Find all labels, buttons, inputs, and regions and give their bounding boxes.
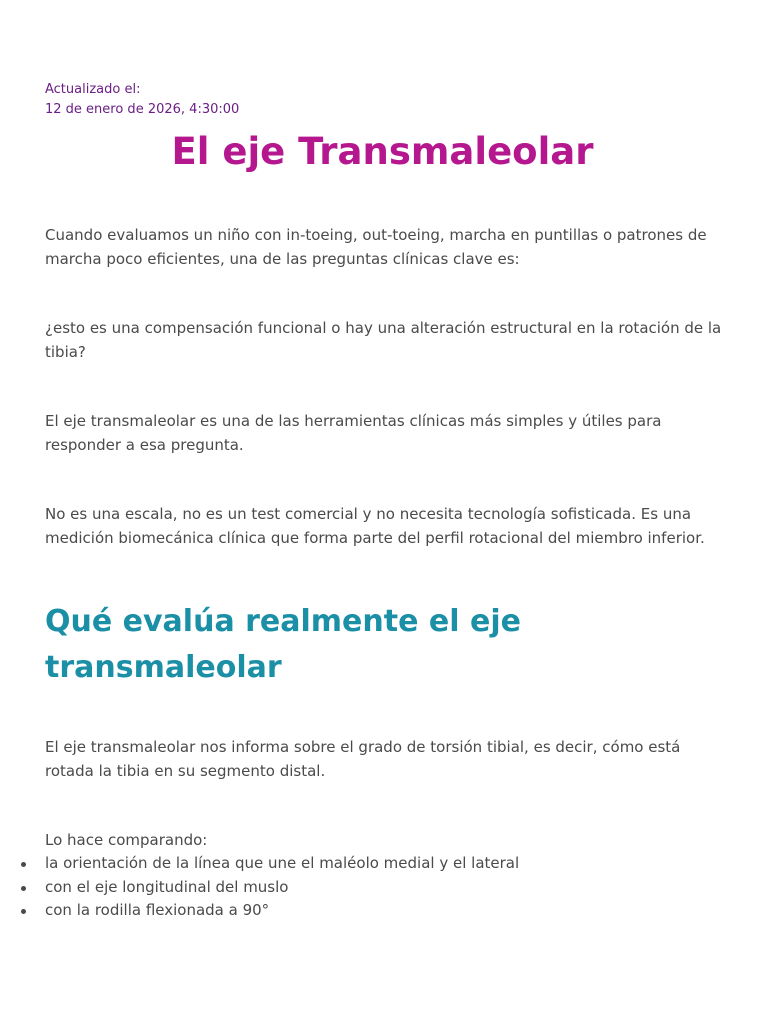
bullet-dot-icon bbox=[21, 909, 26, 914]
list-intro: Lo hace comparando: bbox=[45, 831, 208, 849]
page-title: El eje Transmaleolar bbox=[171, 130, 594, 173]
list-item bbox=[45, 876, 519, 900]
updated-label: Actualizado el: bbox=[45, 82, 141, 97]
updated-date: 12 de enero de 2026, 4:30:00 bbox=[45, 102, 240, 117]
section-paragraph: El eje transmaleolar nos informa sobre el grado de torsión tibial, es decir, cómo está rotada la tibia en su segmento distal. bbox=[45, 738, 681, 780]
intro-paragraph-1: Cuando evaluamos un niño con in-toeing, out-toeing, marcha en puntillas o patrones de marcha poco eficientes, una de las preguntas clínicas clave es: bbox=[45, 226, 707, 268]
intro-paragraph-4: No es una escala, no es un test comercial y no necesita tecnología sofisticada. Es una medición biomecánica clínica que forma parte del perfil rotacional del miembro inferior. bbox=[45, 505, 705, 547]
list-item-text: la orientación de la línea que une el maléolo medial y el lateral bbox=[45, 854, 520, 872]
intro-paragraph-3: El eje transmaleolar es una de las herramientas clínicas más simples y útiles para responder a esa pregunta. bbox=[45, 412, 662, 454]
updated-timestamp bbox=[45, 80, 239, 120]
bullet-dot-icon bbox=[21, 886, 26, 891]
bullet-dot-icon bbox=[21, 862, 26, 867]
list-item bbox=[45, 852, 519, 876]
list-item bbox=[45, 899, 519, 923]
intro-paragraph-2: ¿esto es una compensación funcional o hay una alteración estructural en la rotación de la tibia? bbox=[45, 319, 722, 361]
list-item-text: con la rodilla flexionada a 90° bbox=[45, 901, 270, 919]
list-item-text: con el eje longitudinal del muslo bbox=[45, 877, 289, 896]
section-heading: Qué evalúa realmente el eje transmaleolar bbox=[45, 604, 521, 685]
bullet-list bbox=[45, 852, 519, 923]
